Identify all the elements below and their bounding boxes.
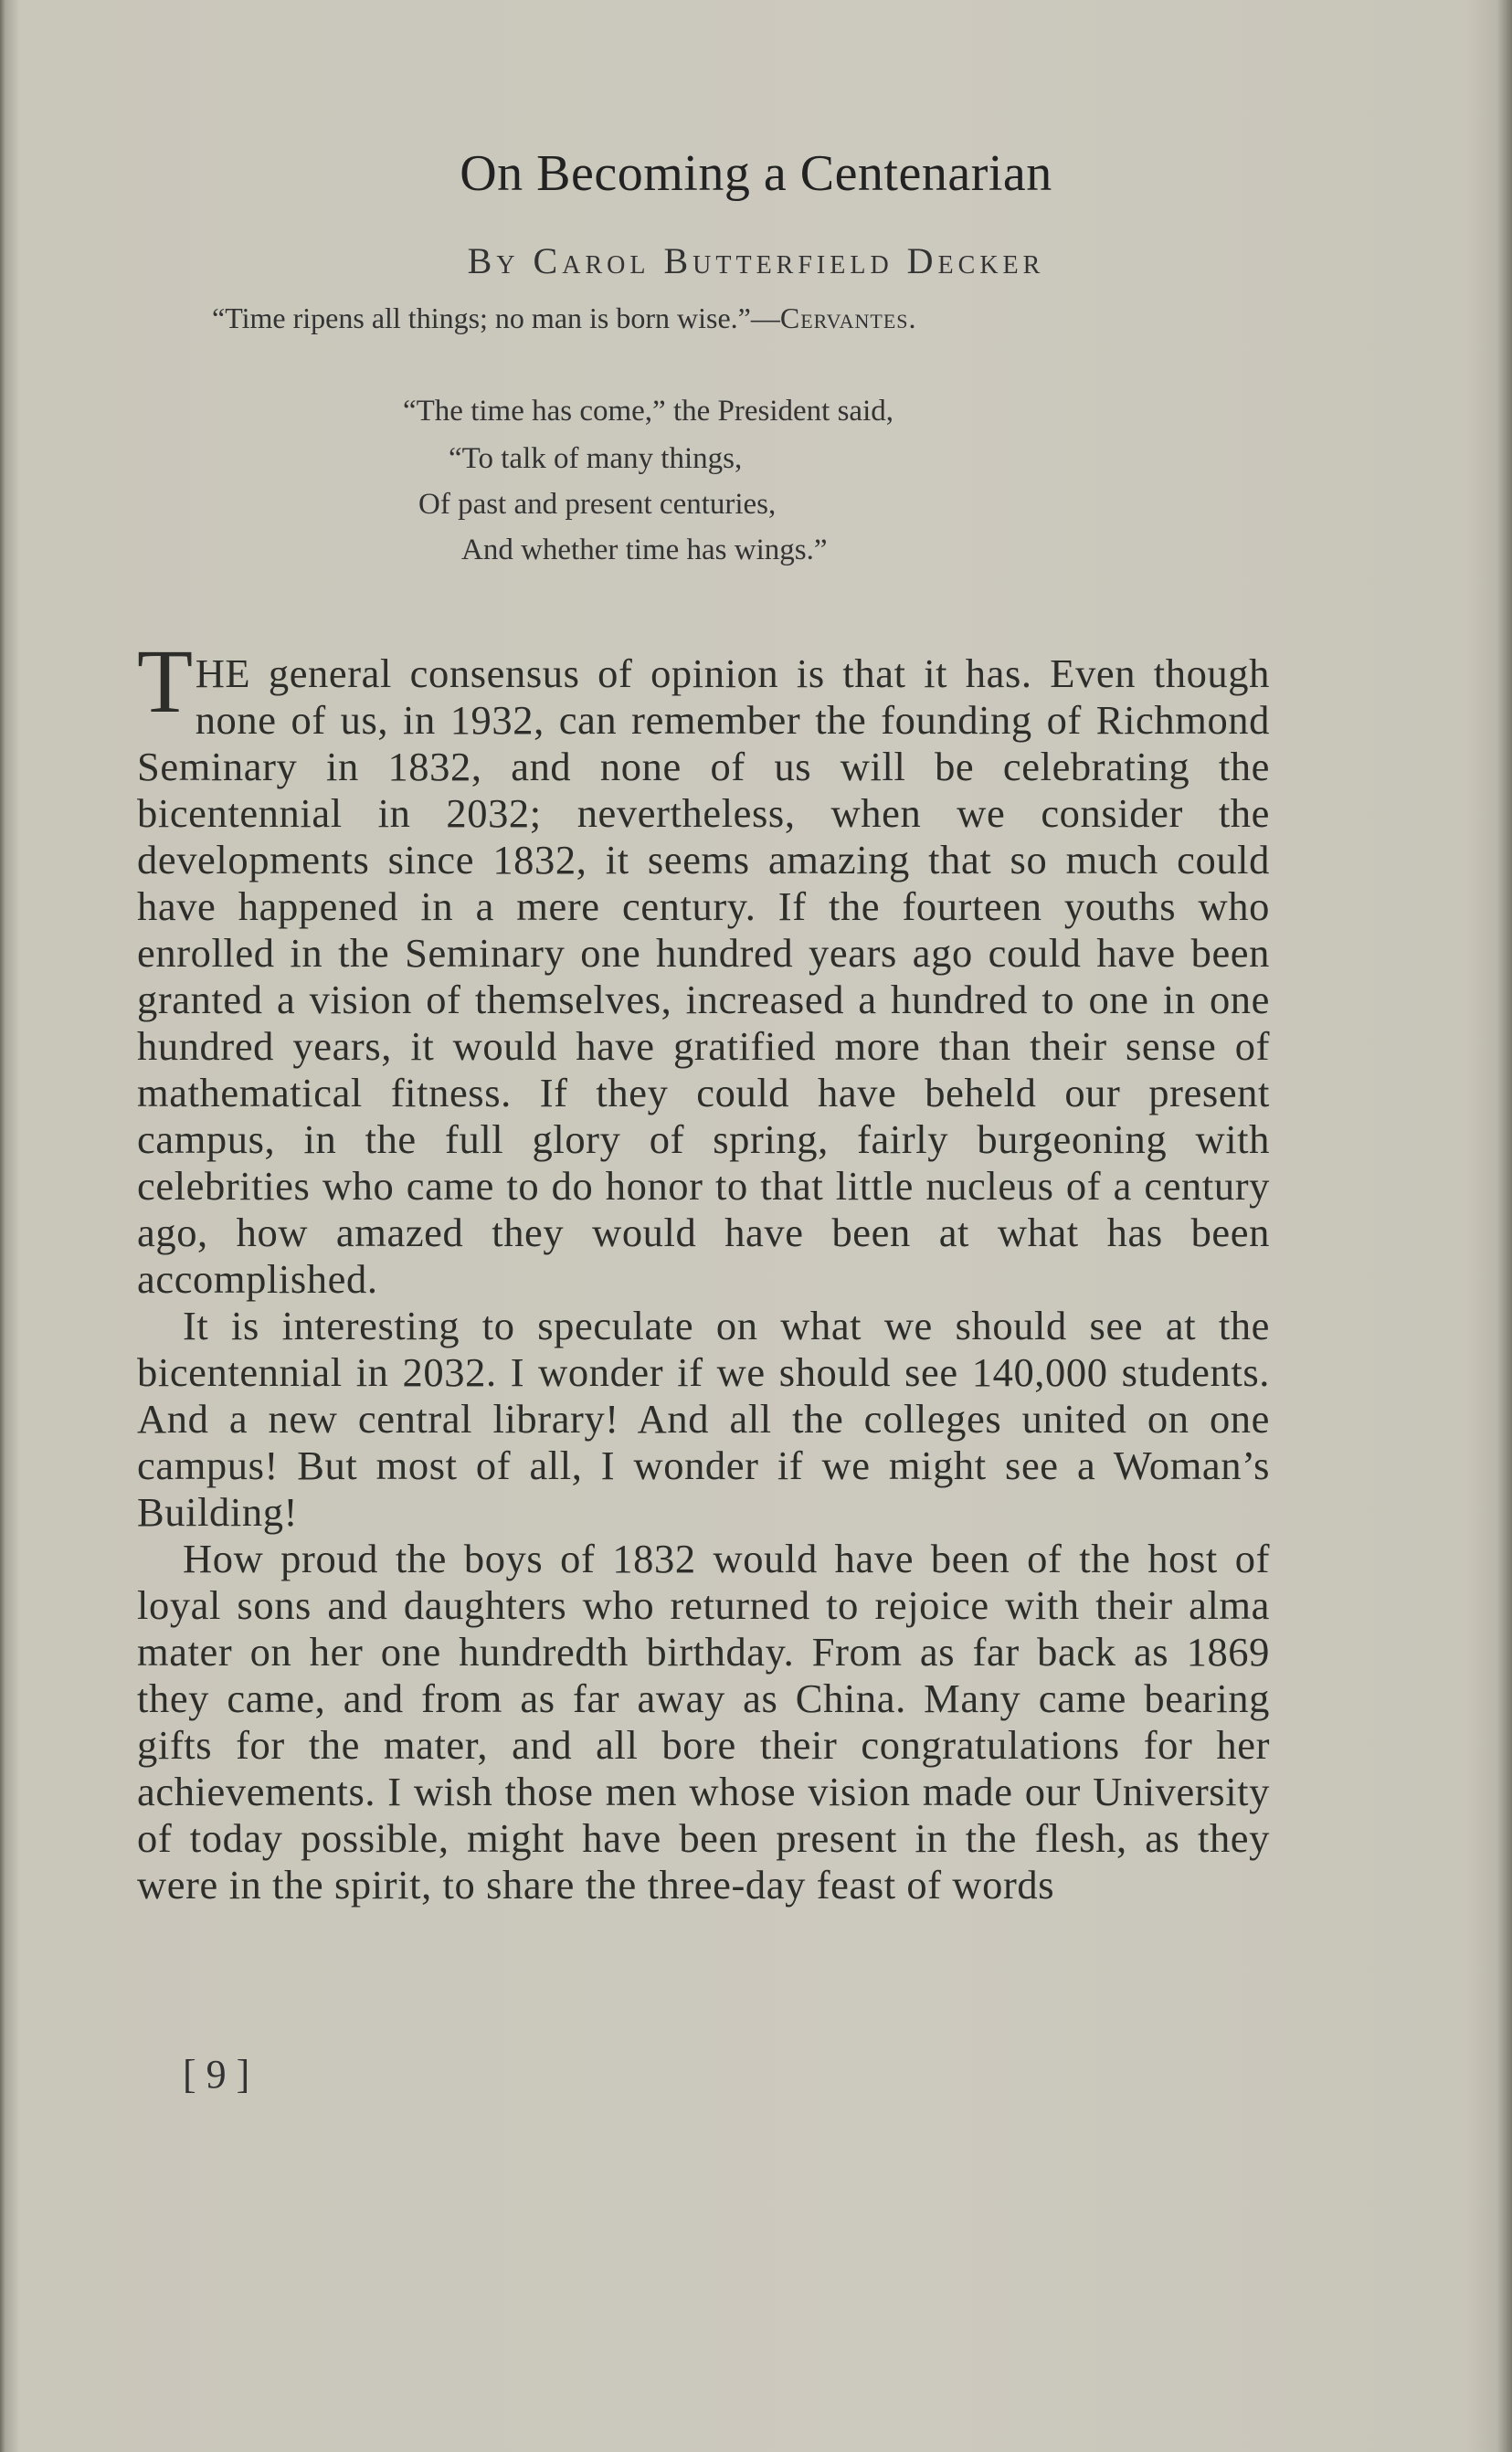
paragraph (137, 630, 1270, 1303)
epigraph-attribution: Cervantes. (779, 301, 917, 334)
drop-cap: T (137, 630, 194, 732)
paragraph: It is interesting to speculate on what we should see at the bicentennial in 2032. I wonder if we should see 140,000 students. And a new central library! And all the colleges united on one campus! But most of all, I wonder if we might see a Woman’s Building! (137, 1303, 1270, 1535)
epigraph (212, 301, 1308, 335)
page-number: [ 9 ] (183, 2052, 250, 2097)
verse-line: And whether time has wings.” (461, 534, 828, 566)
article-byline: By Carol Butterfield Decker (467, 240, 1045, 281)
article-title: On Becoming a Centenarian (460, 145, 1052, 202)
verse-line: “The time has come,” the President said, (403, 395, 893, 428)
verse-line: “To talk of many things, (449, 442, 743, 475)
paragraph: How proud the boys of 1832 would have been of the host of loyal sons and daughters who returned to rejoice with their alma mater on her one hundredth birthday. From as far back as 1869 they came, and from as far away as China. Many came bearing gifts for the mater, and all bore their congratulations for her achievements. I wish those men whose vision made our University of today possible, might have been present in the flesh, as they were in the spirit, to share the three-day feast of words (137, 1536, 1270, 1908)
verse-line: Of past and present centuries, (418, 488, 777, 521)
article-body (137, 630, 1270, 1908)
epigraph-quote: “Time ripens all things; no man is born wise.”— (212, 301, 780, 334)
paragraph-text: HE general consensus of opinion is that it has. Even though none of us, in 1932, can remember the founding of Richmond Seminary in 1832, and none of us will be celebrating the bicentennial in 2032; nevertheless, when we consider the developments since 1832, it seems amazing that so much could have happened in a mere century. If the fourteen youths who enrolled in the Seminary one hundred years ago could have been granted a vision of themselves, increased a hundred to one in one hundred years, it would have gratified more than their sense of mathematical fitness. If they could have beheld our present campus, in the full glory of spring, fairly burgeoning with celebrities who came to do honor to that little nucleus of a century ago, how amazed they would have been at what has been accomplished. (137, 650, 1270, 1302)
